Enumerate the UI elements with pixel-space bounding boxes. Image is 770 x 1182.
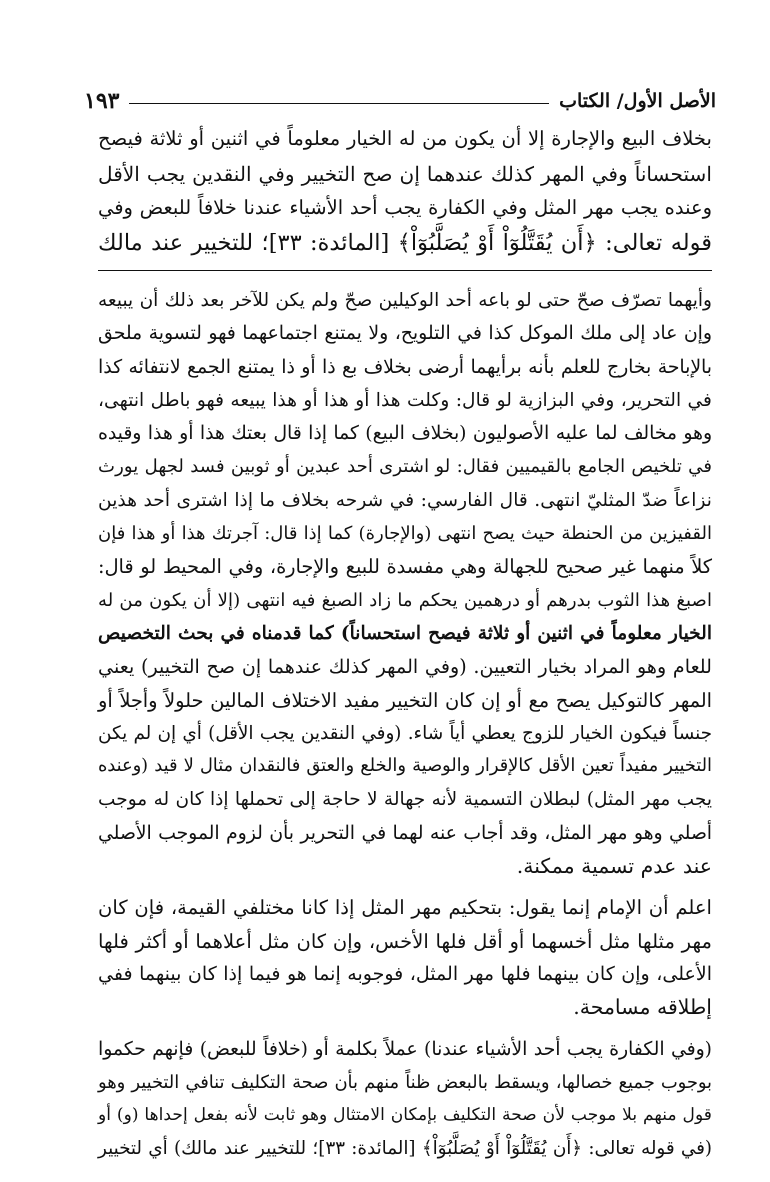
commentary-line: التخيير مفيداً تعين الأقل كالإقرار والوصية والخلع والعتق فالنقدان مثال لا قيد (وعنده [98, 756, 712, 777]
commentary-line: الخيار معلوماً في اثنين أو ثلاثة فيصح استحساناً) كما قدمناه في بحث التخصيص [98, 622, 712, 644]
commentary-line: بوجوب جميع خصالها، ويسقط بالبعض ظناً منهم بأن صحة التكليف تنافي التخيير وهو [98, 1071, 712, 1093]
commentary-line: جنساً فيكون الخيار للزوج يعطي أياً شاء. (وفي النقدين يجب الأقل) أي إن لم يكن [98, 722, 712, 744]
commentary-line: (في قوله تعالى: ﴿أَن يُقَتَّلُوٓاْ أَوْ يُصَلَّبُوٓاْ﴾ [المائدة: ٣٣]؛ للتخيير عند مالك) أي لتخيير [98, 1138, 712, 1160]
commentary-line: (وفي الكفارة يجب أحد الأشياء عندنا) عملاً بكلمة أو (خلافاً للبعض) فإنهم حكموا [98, 1038, 712, 1060]
commentary-line: نزاعاً ضدّ المثليّ انتهى. قال الفارسي: في شرحه بخلاف ما إذا اشترى أحد هذين [98, 489, 712, 511]
page-number: ١٩٣ [84, 88, 120, 114]
commentary-line: اعلم أن الإمام إنما يقول: بتحكيم مهر المثل إذا كانا مختلفي القيمة، فإن كان [98, 896, 712, 920]
commentary-paragraph [98, 284, 712, 883]
main-text-line: استحساناً وفي المهر كذلك عندهما إن صح التخيير وفي النقدين يجب الأقل [98, 161, 712, 186]
paragraph-gap [98, 1025, 712, 1033]
main-text-line: وعنده يجب مهر المثل وفي الكفارة يجب أحد الأشياء عندنا خلافاً للبعض وفي [98, 196, 712, 219]
text-separator [98, 270, 712, 271]
commentary-paragraph [98, 891, 712, 1024]
commentary-line: يجب مهر المثل) لبطلان التسمية لأنه جهالة لا حاجة إلى تحملها إذا كان له موجب [98, 789, 712, 811]
commentary-line: في التحرير، وفي البزازية لو قال: وكلت هذا أو هذا أو هذا يبيعه فهو باطل انتهى، [98, 389, 712, 411]
header-rule [129, 103, 549, 104]
main-text [98, 122, 712, 260]
commentary-line: اصبغ هذا الثوب بدرهم أو درهمين يحكم ما زاد الصبغ فيه انتهى (إلا أن يكون من له [98, 589, 712, 611]
main-text-line: قوله تعالى: ﴿أَن يُقَتَّلُوٓاْ أَوْ يُصَلَّبُوٓاْ﴾ [المائدة: ٣٣]؛ للتخيير عند مالك [98, 229, 712, 256]
commentary-line: بالإباحة بخارج للعلم بأنه برأيهما أرضى بخلاف بع ذا أو ذا يمتنع الجمع لانتفائه كذا [98, 356, 712, 378]
running-title: الأصل الأول/ الكتاب [559, 90, 716, 112]
commentary [98, 284, 712, 1166]
commentary-line: المهر كالتوكيل يصح مع أو إن كان التخيير مفيد الاختلاف المالين حلولاً وأجلاً أو [98, 688, 712, 712]
commentary-line: وإن عاد إلى ملك الموكل كذا في التلويح، ولا يمتنع اجتماعهما فهو لتسوية ملحق [98, 323, 712, 345]
paragraph-gap [98, 883, 712, 891]
commentary-line: القفيزين من الحنطة حيث يصح انتهى (والإجارة) كما إذا قال: آجرتك هذا أو هذا فإن [98, 523, 712, 545]
commentary-line: وأيهما تصرّف صحّ حتى لو باعه أحد الوكيلين صحّ ولم يكن للآخر بعد ذلك أن يبيعه [98, 290, 712, 311]
commentary-line: للعام وهو المراد بخيار التعيين. (وفي المهر كذلك عندهما إن صح التخيير) يعني [98, 655, 712, 679]
commentary-line: في تلخيص الجامع بالقيميين فقال: لو اشترى أحد عبدين أو ثوبين فسد لجهل يورث [98, 456, 712, 478]
main-text-line: بخلاف البيع والإجارة إلا أن يكون من له الخيار معلوماً في اثنين أو ثلاثة فيصح [98, 127, 712, 150]
commentary-line: مهر مثلها مثل أخسهما أو أقل فلها الأخس، وإن كان مثل أعلاهما أو أكثر فلها [98, 929, 712, 953]
commentary-line: أصلي وهو مهر المثل، وقد أجاب عنه لهما في التحرير بأن لزوم الموجب الأصلي [98, 822, 712, 844]
commentary-line: عند عدم تسمية ممكنة. [516, 854, 712, 879]
page-header [84, 84, 716, 118]
commentary-line: قول منهم بلا موجب لأن صحة التكليف بإمكان الامتثال وهو ثابت لأنه بفعل إحداها (و) أو [98, 1105, 712, 1126]
commentary-paragraph [98, 1033, 712, 1166]
commentary-line: إطلاقه مسامحة. [573, 995, 712, 1020]
commentary-line: الأعلى، وإن كان بينهما فلها مهر المثل، فوجوبه إنما هو فيما إذا كان بينهما ففي [98, 962, 712, 985]
commentary-line: وهو مخالف لما عليه الأصوليون (بخلاف البيع) كما إذا قال بعتك هذا أو هذا وقيده [98, 423, 712, 445]
commentary-line: كلاً منهما غير صحيح للجهالة وهي مفسدة للبيع والإجارة، وفي المحيط لو قال: [98, 555, 712, 579]
